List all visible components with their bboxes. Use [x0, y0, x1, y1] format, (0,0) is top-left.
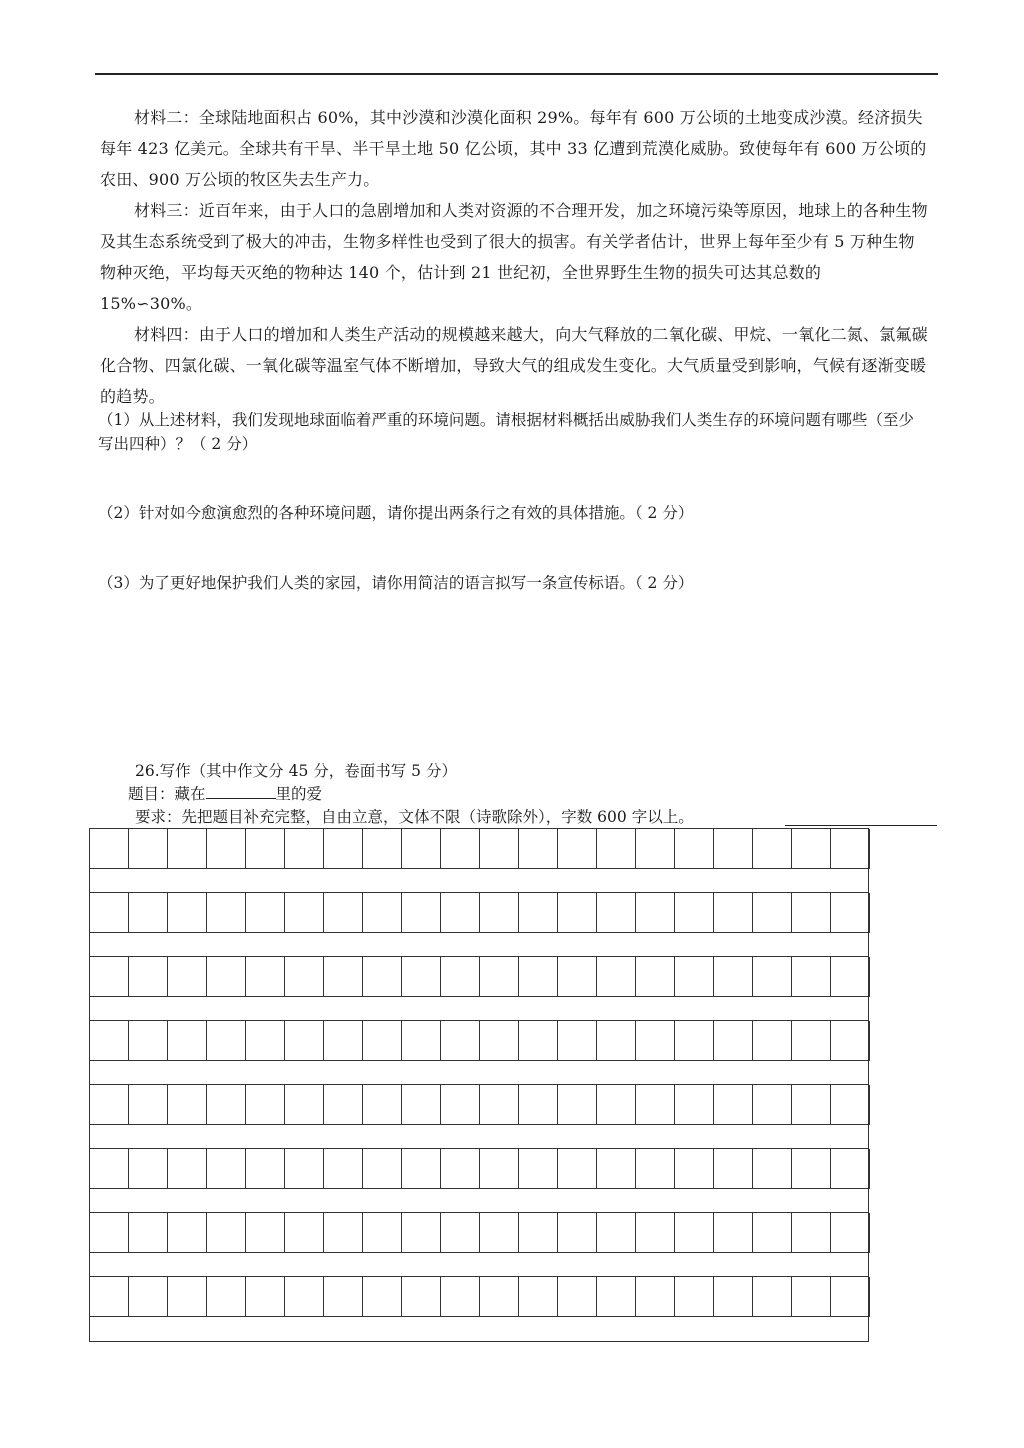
grid-cell[interactable]	[207, 957, 246, 997]
grid-cell[interactable]	[480, 957, 519, 997]
grid-cell[interactable]	[792, 1213, 831, 1253]
grid-cell[interactable]	[363, 829, 402, 869]
grid-cell[interactable]	[246, 1277, 285, 1317]
grid-cell[interactable]	[168, 1213, 207, 1253]
grid-cell[interactable]	[675, 1277, 714, 1317]
grid-cell[interactable]	[792, 829, 831, 869]
grid-cell[interactable]	[675, 829, 714, 869]
grid-cell[interactable]	[324, 1085, 363, 1125]
grid-cell[interactable]	[597, 1085, 636, 1125]
grid-cell[interactable]	[285, 893, 324, 933]
grid-cell[interactable]	[597, 1149, 636, 1189]
grid-cell[interactable]	[285, 829, 324, 869]
grid-cell[interactable]	[831, 1021, 870, 1061]
grid-gap	[90, 869, 868, 893]
grid-cell[interactable]	[519, 1213, 558, 1253]
grid-cell[interactable]	[558, 1213, 597, 1253]
grid-gap	[90, 1125, 868, 1149]
composition-grid[interactable]	[89, 828, 869, 1342]
grid-cell[interactable]	[90, 1085, 129, 1125]
grid-cell[interactable]	[753, 1149, 792, 1189]
topic-prefix: 题目：藏在	[128, 785, 206, 803]
grid-cell[interactable]	[90, 1213, 129, 1253]
grid-cell[interactable]	[714, 1213, 753, 1253]
grid-gap	[90, 933, 868, 957]
grid-row	[90, 1085, 868, 1125]
writing-title: 26.写作（其中作文分 45 分，卷面书写 5 分）	[135, 762, 457, 780]
grid-cell[interactable]	[597, 1213, 636, 1253]
grid-cell[interactable]	[831, 1149, 870, 1189]
grid-cell[interactable]	[597, 1021, 636, 1061]
grid-cell[interactable]	[597, 829, 636, 869]
grid-cell[interactable]	[519, 1085, 558, 1125]
grid-cell[interactable]	[753, 957, 792, 997]
requirement-underline	[785, 825, 937, 826]
grid-cell[interactable]	[324, 1149, 363, 1189]
grid-cell[interactable]	[402, 1149, 441, 1189]
grid-cell[interactable]	[441, 1213, 480, 1253]
grid-cell[interactable]	[129, 1277, 168, 1317]
grid-cell[interactable]	[168, 957, 207, 997]
grid-row	[90, 1021, 868, 1061]
grid-cell[interactable]	[168, 1277, 207, 1317]
grid-cell[interactable]	[753, 1085, 792, 1125]
topic-blank[interactable]	[206, 784, 276, 799]
grid-cell[interactable]	[558, 893, 597, 933]
grid-cell[interactable]	[753, 893, 792, 933]
grid-gap	[90, 1061, 868, 1085]
grid-cell[interactable]	[285, 1021, 324, 1061]
question-1: （1）从上述材料，我们发现地球面临着严重的环境问题。请根据材料概括出威胁我们人类生存的环境问题有哪些（至少写出四种）？（ 2 分）	[98, 411, 914, 453]
grid-cell[interactable]	[324, 957, 363, 997]
writing-requirement: 要求：先把题目补充完整，自由立意，文体不限（诗歌除外），字数 600 字以上。	[135, 808, 694, 826]
grid-cell[interactable]	[480, 1021, 519, 1061]
grid-cell[interactable]	[831, 829, 870, 869]
grid-cell[interactable]	[675, 1213, 714, 1253]
grid-cell[interactable]	[519, 1149, 558, 1189]
grid-cell[interactable]	[285, 1085, 324, 1125]
grid-cell[interactable]	[129, 957, 168, 997]
grid-cell[interactable]	[363, 957, 402, 997]
grid-cell[interactable]	[402, 829, 441, 869]
grid-cell[interactable]	[90, 829, 129, 869]
grid-cell[interactable]	[207, 1021, 246, 1061]
grid-cell[interactable]	[831, 893, 870, 933]
grid-cell[interactable]	[636, 1021, 675, 1061]
grid-cell[interactable]	[324, 893, 363, 933]
grid-cell[interactable]	[441, 1085, 480, 1125]
grid-cell[interactable]	[129, 1085, 168, 1125]
grid-gap	[90, 1317, 868, 1341]
grid-cell[interactable]	[441, 829, 480, 869]
grid-cell[interactable]	[402, 1213, 441, 1253]
grid-cell[interactable]	[831, 1085, 870, 1125]
grid-cell[interactable]	[714, 893, 753, 933]
grid-cell[interactable]	[636, 829, 675, 869]
grid-cell[interactable]	[597, 1277, 636, 1317]
grid-cell[interactable]	[480, 829, 519, 869]
grid-cell[interactable]	[714, 1277, 753, 1317]
grid-cell[interactable]	[753, 829, 792, 869]
grid-cell[interactable]	[363, 1085, 402, 1125]
grid-cell[interactable]	[324, 829, 363, 869]
grid-cell[interactable]	[246, 1213, 285, 1253]
grid-cell[interactable]	[675, 893, 714, 933]
grid-cell[interactable]	[558, 957, 597, 997]
grid-cell[interactable]	[402, 1085, 441, 1125]
grid-cell[interactable]	[90, 957, 129, 997]
grid-cell[interactable]	[480, 1085, 519, 1125]
header-rule	[95, 73, 938, 75]
grid-cell[interactable]	[168, 893, 207, 933]
grid-cell[interactable]	[792, 1149, 831, 1189]
grid-cell[interactable]	[441, 1149, 480, 1189]
writing-topic	[128, 783, 322, 805]
material-four: 材料四：由于人口的增加和人类生产活动的规模越来越大，向大气释放的二氧化碳、甲烷、一氧化二氮、氯氟碳化合物、四氯化碳、一氧化碳等温室气体不断增加，导致大气的组成发生变化。大气质量受到影响，气候有逐渐变暖的趋势。	[100, 325, 928, 406]
grid-cell[interactable]	[480, 1149, 519, 1189]
grid-cell[interactable]	[207, 1085, 246, 1125]
material-three: 材料三：近百年来，由于人口的急剧增加和人类对资源的不合理开发，加之环境污染等原因，地球上的各种生物及其生态系统受到了极大的冲击，生物多样性也受到了很大的损害。有关学者估计，世界上每年至少有 5 万种生物物种灭绝，平均每天灭绝的物种达 140 个，估计到 21 世纪初，全世界野生生物的损失可达其总数的 15%∽30%。	[100, 201, 928, 313]
grid-cell[interactable]	[285, 1213, 324, 1253]
grid-cell[interactable]	[285, 1149, 324, 1189]
grid-cell[interactable]	[675, 957, 714, 997]
grid-row	[90, 1149, 868, 1189]
grid-row	[90, 893, 868, 933]
grid-cell[interactable]	[714, 957, 753, 997]
grid-cell[interactable]	[714, 1085, 753, 1125]
grid-cell[interactable]	[207, 829, 246, 869]
grid-cell[interactable]	[402, 1021, 441, 1061]
grid-cell[interactable]	[519, 829, 558, 869]
grid-cell[interactable]	[792, 1021, 831, 1061]
grid-cell[interactable]	[363, 1213, 402, 1253]
grid-cell[interactable]	[168, 1149, 207, 1189]
topic-suffix: 里的爱	[275, 785, 323, 803]
grid-cell[interactable]	[480, 893, 519, 933]
grid-cell[interactable]	[753, 1213, 792, 1253]
grid-cell[interactable]	[441, 893, 480, 933]
grid-cell[interactable]	[831, 1277, 870, 1317]
grid-cell[interactable]	[324, 1277, 363, 1317]
grid-cell[interactable]	[753, 1021, 792, 1061]
grid-cell[interactable]	[441, 1021, 480, 1061]
grid-cell[interactable]	[363, 1021, 402, 1061]
grid-cell[interactable]	[363, 893, 402, 933]
grid-cell[interactable]	[636, 893, 675, 933]
grid-cell[interactable]	[90, 1149, 129, 1189]
grid-cell[interactable]	[207, 1149, 246, 1189]
grid-row	[90, 1277, 868, 1317]
grid-cell[interactable]	[636, 1213, 675, 1253]
grid-cell[interactable]	[753, 1277, 792, 1317]
grid-cell[interactable]	[441, 1277, 480, 1317]
grid-cell[interactable]	[129, 1021, 168, 1061]
grid-cell[interactable]	[363, 1149, 402, 1189]
grid-cell[interactable]	[675, 1085, 714, 1125]
material-two: 材料二：全球陆地面积占 60%，其中沙漠和沙漠化面积 29%。每年有 600 万公顷的土地变成沙漠。经济损失每年 423 亿美元。全球共有干旱、半干旱土地 50 亿公顷，其中 33 亿遭到荒漠化威胁。致使每年有 600 万公顷的农田、900 万公顷的牧区失去生产力。	[100, 108, 927, 189]
grid-gap	[90, 997, 868, 1021]
grid-cell[interactable]	[207, 1213, 246, 1253]
question-3: （3）为了更好地保护我们人类的家园，请你用简洁的语言拟写一条宣传标语。（ 2 分）	[98, 574, 694, 592]
grid-cell[interactable]	[831, 1213, 870, 1253]
grid-cell[interactable]	[246, 893, 285, 933]
grid-cell[interactable]	[636, 1149, 675, 1189]
grid-cell[interactable]	[207, 893, 246, 933]
grid-cell[interactable]	[246, 1085, 285, 1125]
grid-cell[interactable]	[129, 1213, 168, 1253]
grid-cell[interactable]	[324, 1021, 363, 1061]
grid-cell[interactable]	[246, 957, 285, 997]
grid-cell[interactable]	[480, 1213, 519, 1253]
grid-cell[interactable]	[558, 1149, 597, 1189]
grid-cell[interactable]	[402, 893, 441, 933]
grid-gap	[90, 1253, 868, 1277]
grid-row	[90, 957, 868, 997]
grid-cell[interactable]	[675, 1149, 714, 1189]
grid-cell[interactable]	[246, 1149, 285, 1189]
grid-cell[interactable]	[597, 893, 636, 933]
grid-cell[interactable]	[792, 1085, 831, 1125]
grid-cell[interactable]	[558, 1277, 597, 1317]
grid-cell[interactable]	[402, 957, 441, 997]
grid-cell[interactable]	[558, 1021, 597, 1061]
grid-cell[interactable]	[285, 957, 324, 997]
grid-cell[interactable]	[90, 893, 129, 933]
grid-cell[interactable]	[792, 1277, 831, 1317]
grid-gap	[90, 1189, 868, 1213]
grid-cell[interactable]	[792, 893, 831, 933]
grid-cell[interactable]	[480, 1277, 519, 1317]
grid-cell[interactable]	[441, 957, 480, 997]
grid-cell[interactable]	[246, 829, 285, 869]
grid-cell[interactable]	[168, 1021, 207, 1061]
grid-cell[interactable]	[636, 1085, 675, 1125]
grid-cell[interactable]	[168, 1085, 207, 1125]
grid-cell[interactable]	[519, 1021, 558, 1061]
grid-cell[interactable]	[129, 893, 168, 933]
grid-cell[interactable]	[207, 1277, 246, 1317]
grid-cell[interactable]	[558, 1085, 597, 1125]
grid-cell[interactable]	[714, 1021, 753, 1061]
grid-cell[interactable]	[714, 1149, 753, 1189]
grid-cell[interactable]	[90, 1021, 129, 1061]
grid-cell[interactable]	[129, 1149, 168, 1189]
grid-cell[interactable]	[519, 893, 558, 933]
grid-cell[interactable]	[558, 829, 597, 869]
grid-cell[interactable]	[363, 1277, 402, 1317]
grid-row	[90, 829, 868, 869]
grid-cell[interactable]	[168, 829, 207, 869]
grid-cell[interactable]	[519, 957, 558, 997]
grid-cell[interactable]	[714, 829, 753, 869]
grid-cell[interactable]	[285, 1277, 324, 1317]
grid-cell[interactable]	[402, 1277, 441, 1317]
grid-cell[interactable]	[246, 1021, 285, 1061]
grid-cell[interactable]	[90, 1277, 129, 1317]
grid-cell[interactable]	[597, 957, 636, 997]
grid-cell[interactable]	[519, 1277, 558, 1317]
grid-cell[interactable]	[675, 1021, 714, 1061]
grid-row	[90, 1213, 868, 1253]
grid-cell[interactable]	[831, 957, 870, 997]
grid-cell[interactable]	[636, 957, 675, 997]
grid-cell[interactable]	[792, 957, 831, 997]
question-2: （2）针对如今愈演愈烈的各种环境问题，请你提出两条行之有效的具体措施。（ 2 分）	[98, 504, 694, 522]
grid-cell[interactable]	[636, 1277, 675, 1317]
grid-cell[interactable]	[324, 1213, 363, 1253]
grid-cell[interactable]	[129, 829, 168, 869]
